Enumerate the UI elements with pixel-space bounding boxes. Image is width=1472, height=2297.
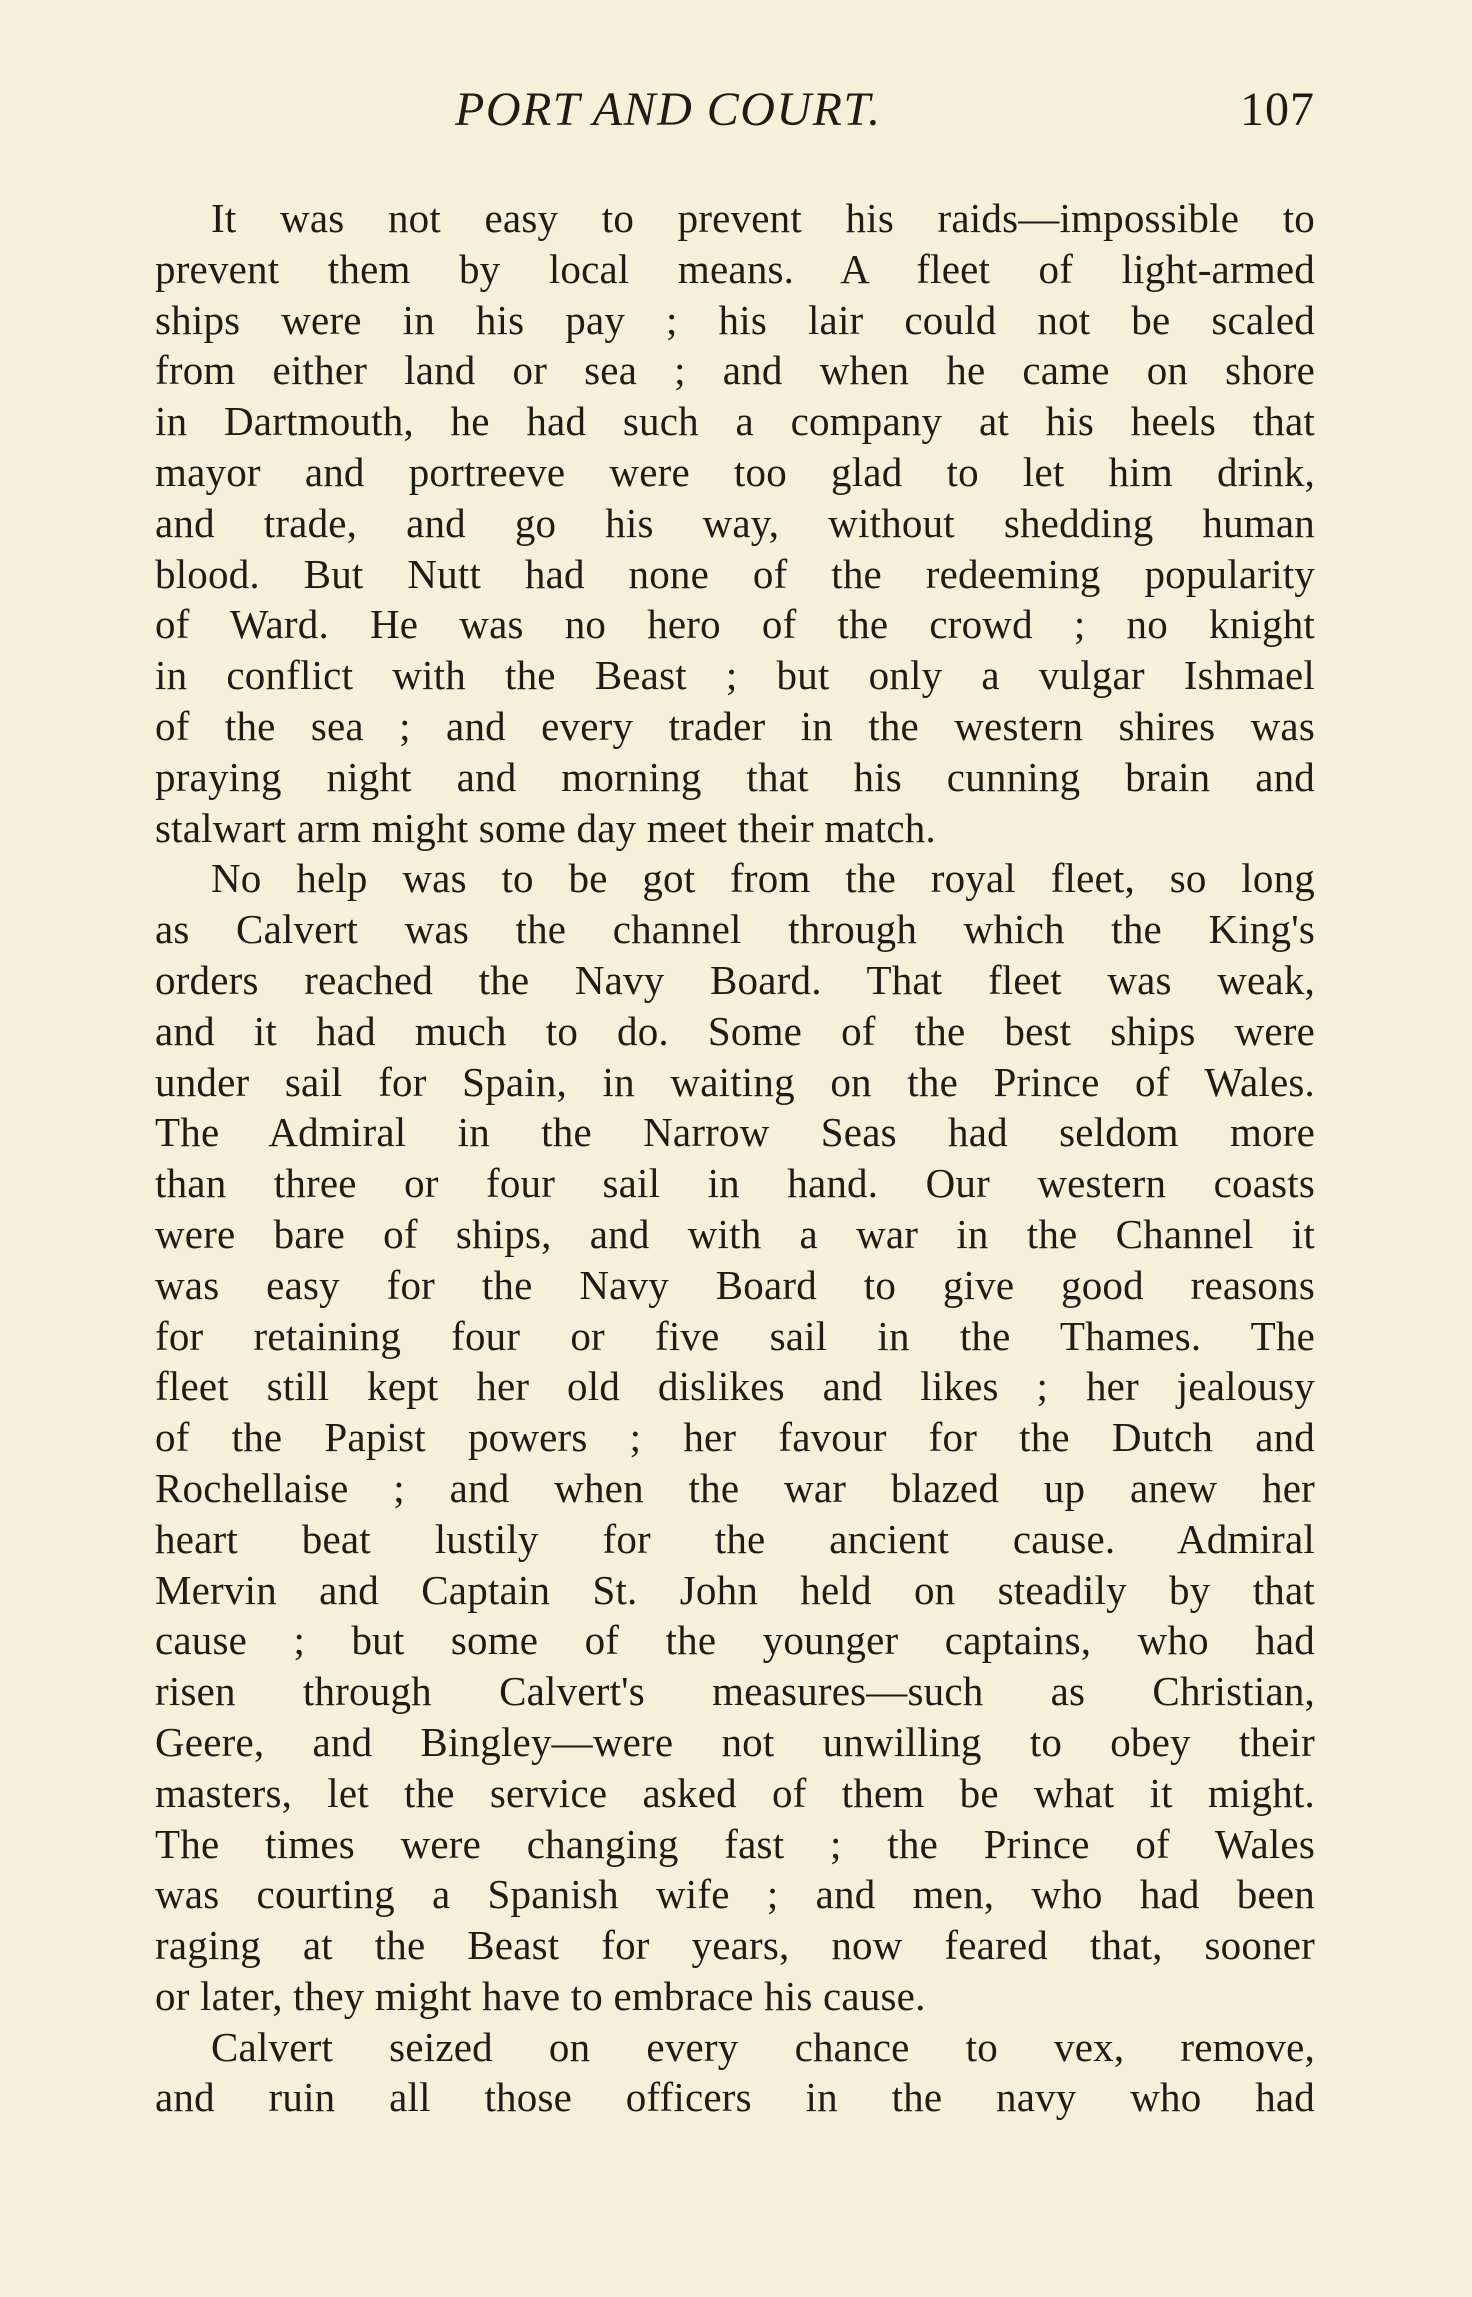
text-line: or later, they might have to embrace his cause. <box>155 1972 926 2019</box>
text-line: and ruin all those officers in the navy who had <box>155 2074 1315 2121</box>
text-line: The times were changing fast ; the Prince of Wales <box>155 1820 1315 1867</box>
text-line: raging at the Beast for years, now feared that, sooner <box>155 1922 1315 1969</box>
text-line: and it had much to do. Some of the best ships were <box>155 1007 1315 1054</box>
text-line: mayor and portreeve were too glad to let him drink, <box>155 448 1315 495</box>
text-line: The Admiral in the Narrow Seas had seldom more <box>155 1109 1315 1156</box>
text-line: fleet still kept her old dislikes and likes ; her jealousy <box>155 1363 1315 1410</box>
text-line: was courting a Spanish wife ; and men, who had been <box>155 1871 1315 1918</box>
text-line: as Calvert was the channel through which the King's <box>155 906 1315 953</box>
text-line: ships were in his pay ; his lair could not be scaled <box>155 296 1315 343</box>
text-line: cause ; but some of the younger captains, who had <box>155 1617 1315 1664</box>
text-line: blood. But Nutt had none of the redeeming popularity <box>155 550 1315 597</box>
text-line: Mervin and Captain St. John held on steadily by that <box>155 1566 1315 1613</box>
running-title: PORT AND COURT. <box>455 83 882 136</box>
text-line: Rochellaise ; and when the war blazed up anew her <box>155 1464 1315 1511</box>
text-line: of the sea ; and every trader in the western shires was <box>155 702 1315 749</box>
text-line: for retaining four or five sail in the Thames. The <box>155 1312 1315 1359</box>
text-line: Geere, and Bingley—were not unwilling to obey their <box>155 1718 1315 1765</box>
text-line: risen through Calvert's measures—such as Christian, <box>155 1668 1315 1715</box>
text-line: of the Papist powers ; her favour for the Dutch and <box>155 1414 1315 1461</box>
text-line: praying night and morning that his cunning brain and <box>155 753 1315 800</box>
text-line: in Dartmouth, he had such a company at his heels that <box>155 398 1315 445</box>
text-line: No help was to be got from the royal fleet, so long <box>211 855 1315 902</box>
text-line: and trade, and go his way, without shedding human <box>155 499 1315 546</box>
text-line: masters, let the service asked of them be what it might. <box>155 1769 1315 1816</box>
body-text <box>155 193 1315 2123</box>
text-line: were bare of ships, and with a war in the Channel it <box>155 1210 1315 1257</box>
text-line: was easy for the Navy Board to give good reasons <box>155 1261 1315 1308</box>
text-line: orders reached the Navy Board. That fleet was weak, <box>155 956 1315 1003</box>
text-line: heart beat lustily for the ancient cause. Admiral <box>155 1515 1315 1562</box>
text-line: prevent them by local means. A fleet of light-armed <box>155 245 1315 292</box>
text-line: of Ward. He was no hero of the crowd ; no knight <box>155 601 1315 648</box>
text-line: than three or four sail in hand. Our western coasts <box>155 1160 1315 1207</box>
page-number: 107 <box>1240 83 1315 136</box>
text-line: It was not easy to prevent his raids—impossible to <box>211 195 1315 241</box>
text-line: under sail for Spain, in waiting on the Prince of Wales. <box>155 1058 1315 1105</box>
text-line: Calvert seized on every chance to vex, remove, <box>211 2023 1315 2070</box>
text-line: stalwart arm might some day meet their match. <box>155 804 936 851</box>
page-header <box>155 82 1315 152</box>
text-line: from either land or sea ; and when he came on shore <box>155 347 1315 394</box>
text-line: in conflict with the Beast ; but only a vulgar Ishmael <box>155 652 1315 699</box>
